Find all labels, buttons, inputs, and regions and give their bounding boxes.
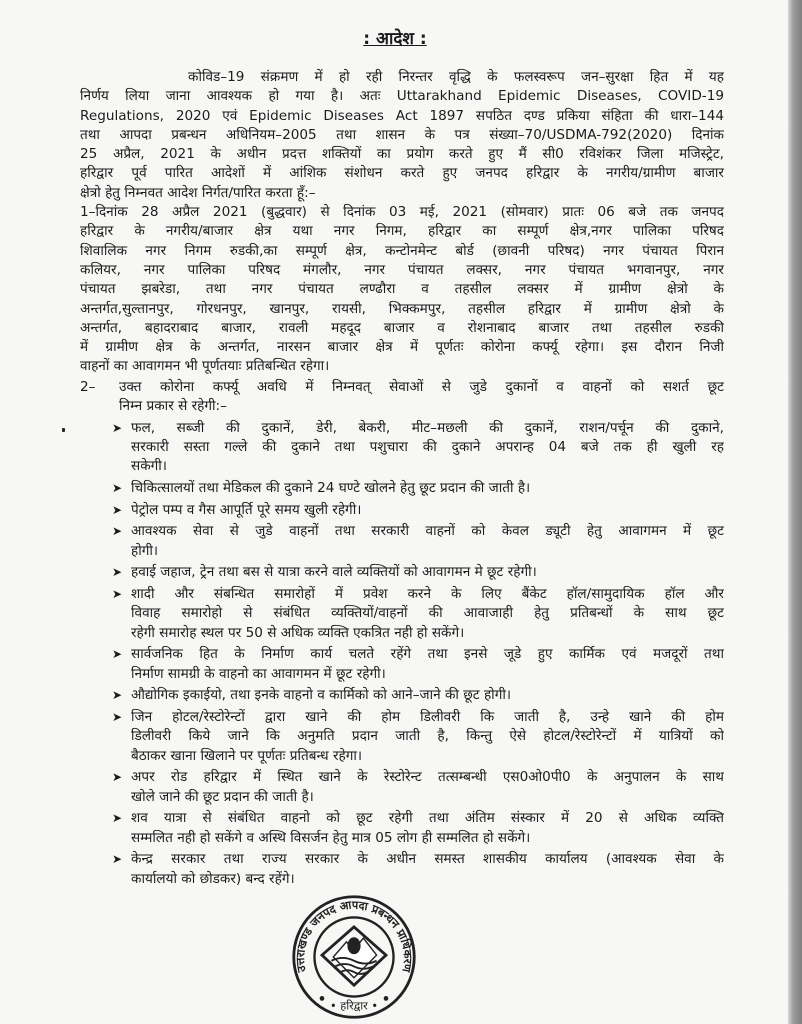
exemption-bullet — [112, 585, 724, 643]
text-line: उक्त कोरोना कर्फ्यू अवधि में निम्नवत् सेवाओं से जुडे दुकानों व वाहनों को सशर्त छूट — [119, 378, 724, 395]
text-line: 1–दिनांक 28 अप्रैल 2021 (बुद्धवार) से दिनांक 03 मई, 2021 (सोमवार) प्रातः 06 बजे तक जनपद — [80, 204, 724, 221]
arrow-bullet-icon: ➤ — [112, 688, 123, 703]
text-line: सरकारी सस्ता गल्ले की दुकाने तथा पशुचारा की दुकाने अपरान्ह 04 बजे तक ही खुली रह — [131, 439, 724, 456]
district-disaster-authority-seal — [288, 893, 420, 1021]
exemption-bullet — [112, 809, 724, 848]
order-item-1 — [80, 203, 724, 377]
text-line: पंचायत झबरेडा, तथा नगर पंचायत लण्ढौरा व तहसील लक्सर में ग्रामीण क्षेत्रो के — [80, 281, 724, 298]
text-line: कलियर, नगर पालिका परिषद मंगलौर, नगर पंचायत लक्सर, नगर पंचायत भगवानपुर, नगर — [80, 261, 724, 278]
text-line: कार्यालयो को छोडकर) बन्द रहेंगे। — [131, 870, 295, 887]
text-line: में ग्रामीण क्षेत्र के अन्तर्गत, नारसन बाजार क्षेत्र में पूर्णतः कोरोना कर्फ्यू रहेगा। इस दौरान निजी — [80, 339, 724, 356]
exemption-bullet — [112, 768, 724, 807]
exemption-bullet — [112, 419, 724, 477]
arrow-bullet-icon: ➤ — [112, 565, 123, 580]
text-line: हरिद्वार के नगरीय/बाजार क्षेत्र यथा नगर निगम, हरिद्वार का सम्पूर्ण क्षेत्र,नगर पालिका परिषद — [80, 223, 724, 240]
text-line: विवाह समारोहो से संबंधित व्यक्तियों/वाहनों की आवाजाही हेतु प्रतिबन्धों के साथ छूट — [131, 605, 724, 622]
text-line: खोले जाने की छूट प्रदान की जाती है। — [131, 788, 314, 805]
text-line: सार्वजनिक हित के निर्माण कार्य चलते रहेंगे तथा इनसे जूडे हुए कार्मिक एवं मजदूरों तथा — [131, 646, 724, 663]
text-line: अपर रोड हरिद्वार में स्थित खाने के रेस्टोरेन्ट तत्सम्बन्धी एस0ओ0पी0 के अनुपालन के साथ — [131, 769, 724, 786]
text-line: 25 अप्रैल, 2021 के अधीन प्रदत्त शक्तियों का प्रयोग करते हुए मैं सी0 रविशंकर जिला मजिस्ट्रेट, — [80, 146, 724, 163]
text-line: अन्तर्गत,सुल्तानपुर, गोरधनपुर, खानपुर, रायसी, भिक्कमपुर, तहसील हरिद्वार में ग्रामीण क्षेत्रो के — [80, 300, 724, 317]
arrow-bullet-icon: ➤ — [112, 710, 123, 725]
exemption-bullet — [112, 645, 724, 684]
text-line: हरिद्वार पूर्व पारित आदेशों में आंशिक संशोधन करते हुए जनपद हरिद्वार के नगरीय/ग्रामीण बाजार — [80, 165, 724, 182]
document-title: : आदेश : — [363, 29, 427, 49]
order-item-2 — [80, 378, 724, 417]
arrow-bullet-icon: ➤ — [112, 587, 123, 602]
text-line: फल, सब्जी की दुकानें, डेरी, बेकरी, मीट–मछली की दुकानें, राशन/पर्चून की दुकाने, — [131, 419, 724, 436]
text-line: केन्द्र सरकार तथा राज्य सरकार के अधीन समस्त शासकीय कार्यालय (आवश्यक सेवा के — [131, 851, 724, 868]
exemption-bullet — [112, 686, 724, 705]
exemption-list — [80, 419, 724, 889]
text-line: सम्मलित नही हो सकेंगे व अस्थि विसर्जन हेतु मात्र 05 लोग ही सम्मलित हो सकेंगे। — [131, 829, 531, 846]
text-line: औद्योगिक इकाईयो, तथा इनके वाहनो व कार्मिको को आने–जाने की छूट होगी। — [131, 687, 512, 704]
arrow-bullet-icon: ➤ — [112, 852, 123, 867]
exemption-bullet — [112, 850, 724, 889]
seal-city: • हरिद्वार • — [329, 999, 379, 1013]
exemption-bullet — [112, 479, 724, 498]
arrow-bullet-icon: ➤ — [112, 420, 123, 435]
text-line: पेट्रोल पम्प व गैस आपूर्ति पूरे समय खुली रहेगी। — [131, 501, 362, 518]
text-line: निर्णय लिया जाना आवश्यक हो गया है। अतः Uttarakhand Epidemic Diseases, COVID-19 — [80, 88, 724, 105]
text-line: हवाई जहाज, ट्रेन तथा बस से यात्रा करने वाले व्यक्तियों को आवागमन मे छूट रहेगी। — [131, 564, 537, 581]
text-line: क्षेत्रो हेतु निम्नवत आदेश निर्गत/पारित करता हूँ:– — [80, 184, 316, 201]
text-line: शव यात्रा से संबंधित वाहनो को छूट रहेगी तथा अंतिम संस्कार में 20 से अधिक व्यक्ति — [131, 810, 724, 827]
exemption-bullet — [112, 563, 724, 582]
item-number: 2– — [80, 378, 96, 395]
text-line: तथा आपदा प्रबन्धन अधिनियम–2005 तथा शासन के पत्र संख्या–70/USDMA-792(2020) दिनांक — [80, 126, 724, 143]
text-line: निम्न प्रकार से रहेगी:– — [119, 398, 227, 415]
document-body — [80, 68, 724, 1021]
arrow-bullet-icon: ➤ — [112, 524, 123, 539]
text-line: जिन होटल/रेस्टोरेन्टों द्वारा खाने की होम डिलीवरी कि जाती है, उन्हे खाने की होम — [131, 709, 724, 726]
text-line: सकेगी। — [131, 458, 167, 475]
text-line: डिलीवरी किये जाने कि अनुमति प्रदान जाती है, किन्तु ऐसे होटल/रेस्टोरेन्टों में यात्रियों को — [131, 728, 724, 745]
seal-text: उत्तराखण्ड जनपद आपदा प्रबन्धन प्राधिकरण — [293, 898, 415, 974]
arrow-bullet-icon: ➤ — [112, 770, 123, 785]
text-line: बैठाकर खाना खिलाने पर पूर्णतः प्रतिबन्ध रहेगा। — [131, 747, 363, 764]
exemption-bullet — [112, 522, 724, 561]
text-line: अन्तर्गत, बहादराबाद बाजार, रावली महदूद बाजार व रोशनाबाद बाजार तथा तहसील रुडकी — [80, 319, 724, 336]
arrow-bullet-icon: ➤ — [112, 647, 123, 662]
text-line: रहेगी समारोह स्थल पर 50 से अधिक व्यक्ति एकत्रित नही हो सकेंगे। — [131, 624, 465, 641]
text-line: वाहनों का आवागमन भी पूर्णतयाः प्रतिबन्धित रहेगा। — [80, 358, 330, 375]
text-line: आवश्यक सेवा से जुडे वाहनों तथा सरकारी वाहनों को केवल ड्यूटी हेतु आवागमन में छूट — [131, 523, 724, 540]
text-line: होगी। — [131, 542, 159, 559]
text-line: चिकित्सालयों तथा मेडिकल की दुकाने 24 घण्टे खोलने हेतु छूट प्रदान की जाती है। — [131, 480, 531, 497]
text-line: शादी और संबन्धित समारोहों में प्रवेश करने के लिए बैंकेट हॉल/सामुदायिक हॉल और — [131, 586, 724, 603]
text-line: निर्माण सामग्री के वाहनो का आवागमन में छूट रहेगी। — [131, 665, 386, 682]
exemption-bullet — [112, 708, 724, 766]
intro-paragraph — [80, 68, 724, 203]
text-line: Regulations, 2020 एवं Epidemic Diseases Act 1897 सपठित दण्ड प्रकिया संहिता की धारा–144 — [80, 107, 724, 124]
text-line: शिवालिक नगर निगम रुडकी,का सम्पूर्ण क्षेत्र, कन्टोनमेन्ट बोर्ड (छावनी परिषद) नगर पंचायत पिरान — [80, 242, 724, 259]
exemption-bullet — [112, 501, 724, 520]
arrow-bullet-icon: ➤ — [112, 502, 123, 517]
text-line: कोविड–19 संक्रमण में हो रही निरन्तर वृद्धि के फलस्वरूप जन–सुरक्षा हित में यह — [188, 69, 724, 85]
scan-edge — [788, 0, 802, 1024]
arrow-bullet-icon: ➤ — [112, 481, 123, 496]
arrow-bullet-icon: ➤ — [112, 811, 123, 826]
scan-speck — [62, 428, 65, 432]
